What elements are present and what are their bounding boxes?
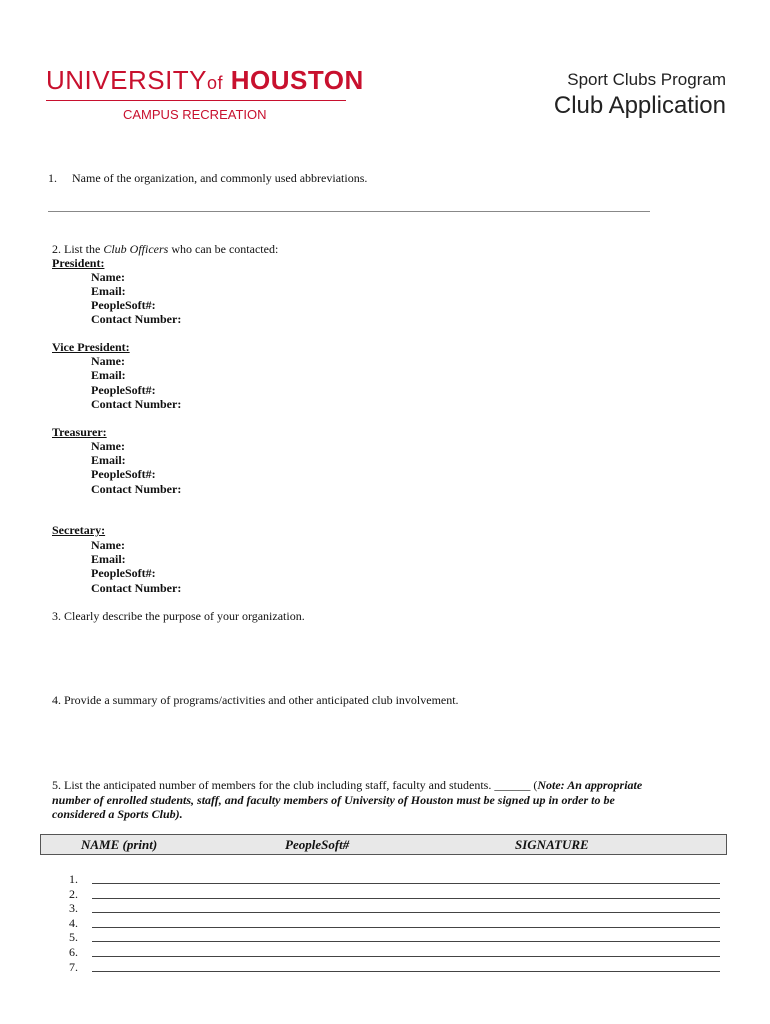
- officer-field-contact: Contact Number:: [91, 482, 182, 496]
- officer-field-peoplesoft: PeopleSoft#:: [91, 566, 156, 580]
- officer-field-peoplesoft: PeopleSoft#:: [91, 298, 156, 312]
- officer-field-name: Name:: [91, 354, 125, 368]
- q5-line1: [52, 778, 642, 792]
- row-number: 3.: [69, 901, 78, 915]
- program-name: Sport Clubs Program: [567, 70, 726, 89]
- officer-field-peoplesoft: PeopleSoft#:: [91, 383, 156, 397]
- q5-text: 5. List the anticipated number of members for the club including staff, faculty and students. ______ (: [52, 778, 538, 792]
- q5-note-line2: number of enrolled students, staff, and faculty members of University of Houston must be signed up in order to be: [52, 793, 615, 807]
- q2-italic: Club Officers: [103, 242, 169, 256]
- officer-field-contact: Contact Number:: [91, 312, 182, 326]
- logo-of: of: [207, 73, 224, 93]
- member-row-line[interactable]: [92, 941, 720, 942]
- row-number: 5.: [69, 930, 78, 944]
- member-row-line[interactable]: [92, 898, 720, 899]
- row-number: 2.: [69, 887, 78, 901]
- officer-field-email: Email:: [91, 453, 126, 467]
- logo-houston: HOUSTON: [230, 65, 364, 95]
- member-row-line[interactable]: [92, 956, 720, 957]
- member-row-line[interactable]: [92, 883, 720, 884]
- officer-role-vice-president: Vice President:: [52, 340, 130, 354]
- logo-wordmark: [46, 65, 364, 97]
- col-name-header: NAME (print): [81, 837, 158, 852]
- officer-field-contact: Contact Number:: [91, 581, 182, 595]
- col-signature-header: SIGNATURE: [515, 837, 589, 852]
- q5-note-line3: considered a Sports Club).: [52, 807, 183, 821]
- officer-field-email: Email:: [91, 368, 126, 382]
- row-number: 1.: [69, 872, 78, 886]
- officer-field-contact: Contact Number:: [91, 397, 182, 411]
- officer-field-email: Email:: [91, 552, 126, 566]
- page-title: Club Application: [553, 92, 726, 119]
- officer-field-name: Name:: [91, 439, 125, 453]
- officer-role-secretary: Secretary:: [52, 523, 106, 537]
- q2-suffix: who can be contacted:: [168, 242, 279, 256]
- q5-note-line1: Note: An appropriate: [537, 778, 643, 792]
- q1-number: 1.: [48, 171, 57, 185]
- q3-text: 3. Clearly describe the purpose of your organization.: [52, 609, 305, 623]
- logo-subtitle: CAMPUS RECREATION: [123, 107, 267, 122]
- officer-role-treasurer: Treasurer:: [52, 425, 107, 439]
- member-row-line[interactable]: [92, 927, 720, 928]
- row-number: 7.: [69, 960, 78, 974]
- officer-field-name: Name:: [91, 270, 125, 284]
- q2-text: [52, 242, 278, 256]
- logo-rule: [46, 100, 346, 101]
- university-logo: [46, 65, 364, 122]
- q1-answer-line[interactable]: [48, 211, 650, 212]
- row-number: 4.: [69, 916, 78, 930]
- officer-field-peoplesoft: PeopleSoft#:: [91, 467, 156, 481]
- officer-field-name: Name:: [91, 538, 125, 552]
- q1-text: Name of the organization, and commonly used abbreviations.: [72, 171, 368, 185]
- member-row-line[interactable]: [92, 971, 720, 972]
- row-number: 6.: [69, 945, 78, 959]
- member-row-line[interactable]: [92, 912, 720, 913]
- logo-university: UNIVERSITY: [46, 65, 208, 95]
- officer-role-president: President:: [52, 256, 105, 270]
- q2-prefix: 2. List the: [52, 242, 104, 256]
- member-table-header: [40, 834, 727, 855]
- page-header: [554, 70, 726, 120]
- q4-text: 4. Provide a summary of programs/activities and other anticipated club involvement.: [52, 693, 459, 707]
- col-peoplesoft-header: PeopleSoft#: [285, 837, 350, 852]
- officer-field-email: Email:: [91, 284, 126, 298]
